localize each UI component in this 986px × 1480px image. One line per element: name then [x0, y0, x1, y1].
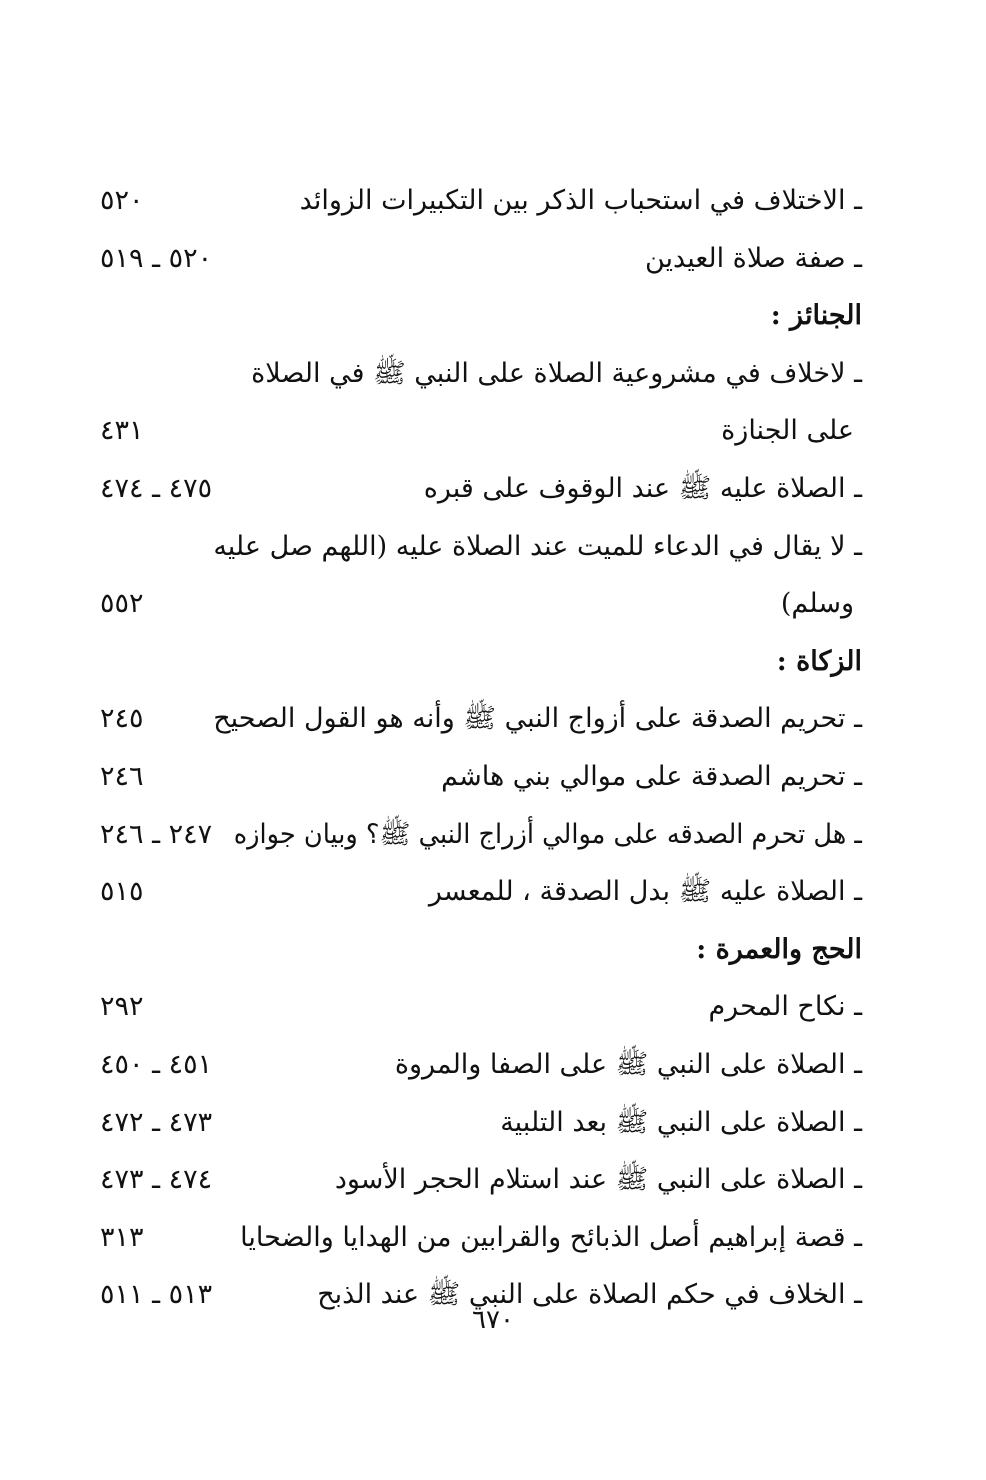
entry-pages: ٤٧٥ ـ ٤٧٤ — [100, 472, 213, 504]
section-heading — [100, 287, 862, 345]
index-entry — [100, 863, 862, 921]
entry-text: ـ نكاح المحرم — [708, 991, 862, 1023]
entry-text: على الجنازة — [721, 415, 854, 447]
entry-pages: ٣١٣ — [100, 1221, 144, 1253]
entry-pages: ٤٧٤ ـ ٤٧٣ — [100, 1164, 213, 1196]
index-entry — [100, 1094, 862, 1152]
index-entry — [100, 230, 862, 288]
section-heading — [100, 921, 862, 979]
entry-pages: ٤٣١ — [100, 415, 144, 447]
entry-text: وسلم) — [780, 588, 854, 620]
index-entry-continuation — [100, 402, 862, 460]
entry-text: ـ قصة إبراهيم أصل الذبائح والقرابين من الهدايا والضحايا — [240, 1221, 862, 1253]
index-entry — [100, 748, 862, 806]
section-heading — [100, 633, 862, 691]
index-entry — [100, 460, 862, 518]
entry-pages: ٢٤٦ — [100, 760, 144, 792]
entry-pages: ٥٢٠ — [100, 185, 144, 216]
entry-text: ـ الاختلاف في استحباب الذكر بين التكبيرات الزوائد — [299, 185, 862, 216]
entry-text: ـ هل تحرم الصدقه على موالي أزراج النبي ﷺ؟ وبيان جوازه — [233, 818, 862, 850]
entry-text: ـ لا يقال في الدعاء للميت عند الصلاة عليه (اللهم صل عليه — [213, 530, 862, 562]
entry-pages: ٤٧٣ ـ ٤٧٢ — [100, 1106, 213, 1138]
index-entry — [100, 172, 862, 230]
entry-text: ـ الصلاة عليه ﷺ بدل الصدقة ، للمعسر — [428, 876, 862, 908]
section-heading-text: الزكاة : — [776, 645, 862, 677]
entry-text: ـ تحريم الصدقة على أزواج النبي ﷺ وأنه هو القول الصحيح — [213, 703, 862, 735]
entry-text: ـ تحريم الصدقة على موالي بني هاشم — [441, 760, 862, 792]
index-entry — [100, 1151, 862, 1209]
entry-pages: ٥١٣ ـ ٥١١ — [100, 1279, 213, 1311]
section-heading-text: الحج والعمرة : — [696, 933, 862, 965]
index-entry — [100, 1036, 862, 1094]
entry-text: ـ الصلاة عليه ﷺ عند الوقوف على قبره — [423, 472, 862, 504]
index-entry — [100, 345, 862, 403]
entry-pages: ٥٥٢ — [100, 588, 144, 620]
entry-text: ـ الصلاة على النبي ﷺ بعد التلبية — [500, 1106, 862, 1138]
entry-pages: ٤٥١ ـ ٤٥٠ — [100, 1048, 213, 1080]
entry-pages: ٢٤٧ ـ ٢٤٦ — [100, 818, 213, 850]
entry-text: ـ لاخلاف في مشروعية الصلاة على النبي ﷺ في الصلاة — [251, 357, 862, 389]
entry-pages: ٢٤٥ — [100, 703, 144, 735]
index-entry — [100, 1209, 862, 1267]
entry-text: ـ الصلاة على النبي ﷺ عند استلام الحجر الأسود — [334, 1164, 862, 1196]
entry-pages: ٥٢٠ ـ ٥١٩ — [100, 242, 213, 274]
index-entry — [100, 806, 862, 864]
entry-text: ـ صفة صلاة العيدين — [644, 242, 862, 274]
section-heading-text: الجنائز : — [770, 300, 862, 332]
entry-pages: ٥١٥ — [100, 876, 144, 908]
index-entry-continuation — [100, 575, 862, 633]
entry-pages: ٢٩٢ — [100, 991, 144, 1023]
entry-text: ـ الخلاف في حكم الصلاة على النبي ﷺ عند الذبح — [317, 1279, 862, 1311]
page-number: ٦٧٠ — [472, 1305, 514, 1335]
index-entry — [100, 518, 862, 576]
entry-text: ـ الصلاة على النبي ﷺ على الصفا والمروة — [394, 1048, 862, 1080]
index-entry — [100, 978, 862, 1036]
index-list — [100, 172, 862, 1324]
index-entry — [100, 690, 862, 748]
